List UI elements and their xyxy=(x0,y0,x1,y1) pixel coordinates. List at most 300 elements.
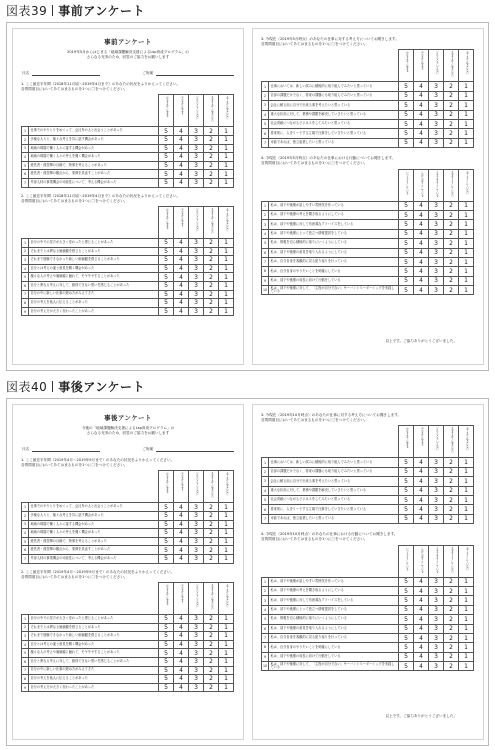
rating-option[interactable]: 1 xyxy=(459,652,474,661)
rating-option[interactable]: 2 xyxy=(444,248,459,257)
rating-option[interactable]: 4 xyxy=(174,299,189,308)
rating-option[interactable]: 3 xyxy=(429,110,444,119)
rating-option[interactable]: 2 xyxy=(444,276,459,285)
rating-option[interactable]: 4 xyxy=(174,281,189,290)
rating-option[interactable]: 4 xyxy=(414,119,429,128)
rating-option[interactable]: 4 xyxy=(174,623,189,632)
dept-field[interactable] xyxy=(142,71,234,76)
rating-option[interactable]: 1 xyxy=(459,138,474,147)
rating-option[interactable]: 5 xyxy=(399,239,414,248)
rating-option[interactable]: 1 xyxy=(219,520,234,529)
rating-option[interactable]: 5 xyxy=(399,577,414,586)
rating-option[interactable]: 5 xyxy=(159,170,174,179)
rating-option[interactable]: 1 xyxy=(219,503,234,512)
rating-option[interactable]: 2 xyxy=(204,537,219,546)
rating-option[interactable]: 4 xyxy=(414,605,429,614)
rating-option[interactable]: 4 xyxy=(174,537,189,546)
rating-option[interactable]: 1 xyxy=(459,514,474,523)
rating-option[interactable]: 4 xyxy=(174,512,189,521)
rating-option[interactable]: 1 xyxy=(219,623,234,632)
rating-option[interactable]: 4 xyxy=(414,477,429,486)
rating-option[interactable]: 3 xyxy=(429,201,444,210)
rating-option[interactable]: 3 xyxy=(429,477,444,486)
rating-option[interactable]: 3 xyxy=(189,537,204,546)
rating-option[interactable]: 4 xyxy=(414,505,429,514)
rating-option[interactable]: 1 xyxy=(459,577,474,586)
rating-option[interactable]: 1 xyxy=(219,153,234,162)
rating-option[interactable]: 2 xyxy=(204,529,219,538)
rating-option[interactable]: 1 xyxy=(459,633,474,642)
rating-option[interactable]: 2 xyxy=(444,239,459,248)
rating-option[interactable]: 5 xyxy=(159,178,174,187)
rating-option[interactable]: 3 xyxy=(429,467,444,476)
rating-option[interactable]: 2 xyxy=(204,247,219,256)
rating-option[interactable]: 1 xyxy=(459,605,474,614)
rating-option[interactable]: 3 xyxy=(429,229,444,238)
rating-option[interactable]: 1 xyxy=(219,554,234,563)
dept-field[interactable] xyxy=(142,447,234,452)
rating-option[interactable]: 5 xyxy=(159,307,174,316)
rating-option[interactable]: 5 xyxy=(399,286,414,295)
rating-option[interactable]: 3 xyxy=(189,264,204,273)
rating-option[interactable]: 2 xyxy=(444,605,459,614)
name-field[interactable] xyxy=(22,447,100,452)
rating-option[interactable]: 5 xyxy=(159,623,174,632)
rating-option[interactable]: 2 xyxy=(204,554,219,563)
rating-option[interactable]: 3 xyxy=(429,643,444,652)
rating-option[interactable]: 3 xyxy=(429,248,444,257)
rating-option[interactable]: 2 xyxy=(444,91,459,100)
rating-option[interactable]: 2 xyxy=(444,652,459,661)
rating-option[interactable]: 2 xyxy=(204,281,219,290)
rating-option[interactable]: 1 xyxy=(459,276,474,285)
rating-option[interactable]: 2 xyxy=(444,467,459,476)
rating-option[interactable]: 1 xyxy=(459,505,474,514)
rating-option[interactable]: 3 xyxy=(429,596,444,605)
rating-option[interactable]: 1 xyxy=(459,624,474,633)
rating-option[interactable]: 3 xyxy=(429,91,444,100)
rating-option[interactable]: 5 xyxy=(399,605,414,614)
rating-option[interactable]: 5 xyxy=(399,276,414,285)
rating-option[interactable]: 5 xyxy=(159,683,174,692)
rating-option[interactable]: 2 xyxy=(204,632,219,641)
rating-option[interactable]: 2 xyxy=(204,614,219,623)
rating-option[interactable]: 3 xyxy=(429,633,444,642)
rating-option[interactable]: 3 xyxy=(429,210,444,219)
rating-option[interactable]: 5 xyxy=(399,477,414,486)
rating-option[interactable]: 2 xyxy=(444,486,459,495)
rating-option[interactable]: 1 xyxy=(459,82,474,91)
rating-option[interactable]: 3 xyxy=(189,546,204,555)
rating-option[interactable]: 5 xyxy=(399,495,414,504)
rating-option[interactable]: 2 xyxy=(444,267,459,276)
rating-option[interactable]: 1 xyxy=(219,136,234,145)
rating-option[interactable]: 2 xyxy=(444,458,459,467)
rating-option[interactable]: 1 xyxy=(459,91,474,100)
rating-option[interactable]: 5 xyxy=(399,633,414,642)
rating-option[interactable]: 2 xyxy=(444,505,459,514)
rating-option[interactable]: 5 xyxy=(399,267,414,276)
rating-option[interactable]: 1 xyxy=(219,170,234,179)
rating-option[interactable]: 1 xyxy=(219,537,234,546)
rating-option[interactable]: 1 xyxy=(459,615,474,624)
rating-option[interactable]: 4 xyxy=(174,161,189,170)
rating-option[interactable]: 3 xyxy=(189,170,204,179)
rating-option[interactable]: 4 xyxy=(414,110,429,119)
rating-option[interactable]: 5 xyxy=(159,247,174,256)
rating-option[interactable]: 2 xyxy=(444,257,459,266)
rating-option[interactable]: 4 xyxy=(414,248,429,257)
rating-option[interactable]: 1 xyxy=(219,632,234,641)
rating-option[interactable]: 4 xyxy=(174,503,189,512)
rating-option[interactable]: 3 xyxy=(189,290,204,299)
rating-option[interactable]: 2 xyxy=(204,161,219,170)
rating-option[interactable]: 4 xyxy=(174,640,189,649)
rating-option[interactable]: 1 xyxy=(459,110,474,119)
rating-option[interactable]: 3 xyxy=(429,82,444,91)
rating-option[interactable]: 4 xyxy=(414,514,429,523)
rating-option[interactable]: 5 xyxy=(399,210,414,219)
rating-option[interactable]: 2 xyxy=(444,119,459,128)
rating-option[interactable]: 4 xyxy=(414,129,429,138)
rating-option[interactable]: 4 xyxy=(174,264,189,273)
rating-option[interactable]: 5 xyxy=(399,652,414,661)
rating-option[interactable]: 1 xyxy=(219,307,234,316)
rating-option[interactable]: 2 xyxy=(444,138,459,147)
rating-option[interactable]: 1 xyxy=(459,662,474,671)
rating-option[interactable]: 1 xyxy=(459,458,474,467)
rating-option[interactable]: 4 xyxy=(174,144,189,153)
rating-option[interactable]: 3 xyxy=(189,281,204,290)
rating-option[interactable]: 4 xyxy=(174,290,189,299)
rating-option[interactable]: 5 xyxy=(399,138,414,147)
rating-option[interactable]: 4 xyxy=(174,666,189,675)
rating-option[interactable]: 5 xyxy=(399,662,414,671)
rating-option[interactable]: 3 xyxy=(189,529,204,538)
rating-option[interactable]: 1 xyxy=(459,101,474,110)
rating-option[interactable]: 5 xyxy=(159,136,174,145)
rating-option[interactable]: 3 xyxy=(189,178,204,187)
rating-option[interactable]: 2 xyxy=(444,514,459,523)
rating-option[interactable]: 4 xyxy=(174,675,189,684)
rating-option[interactable]: 2 xyxy=(444,495,459,504)
rating-option[interactable]: 5 xyxy=(399,486,414,495)
rating-option[interactable]: 4 xyxy=(414,210,429,219)
rating-option[interactable]: 5 xyxy=(399,101,414,110)
rating-option[interactable]: 3 xyxy=(429,276,444,285)
rating-option[interactable]: 1 xyxy=(459,229,474,238)
rating-option[interactable]: 2 xyxy=(444,577,459,586)
rating-option[interactable]: 3 xyxy=(429,458,444,467)
rating-option[interactable]: 3 xyxy=(189,675,204,684)
rating-option[interactable]: 5 xyxy=(159,127,174,136)
rating-option[interactable]: 3 xyxy=(189,614,204,623)
rating-option[interactable]: 2 xyxy=(444,110,459,119)
rating-option[interactable]: 2 xyxy=(204,675,219,684)
rating-option[interactable]: 4 xyxy=(174,247,189,256)
rating-option[interactable]: 3 xyxy=(189,256,204,265)
rating-option[interactable]: 5 xyxy=(159,675,174,684)
rating-option[interactable]: 5 xyxy=(159,529,174,538)
rating-option[interactable]: 4 xyxy=(174,170,189,179)
rating-option[interactable]: 5 xyxy=(159,657,174,666)
rating-option[interactable]: 3 xyxy=(189,136,204,145)
name-field[interactable] xyxy=(22,71,100,76)
rating-option[interactable]: 2 xyxy=(204,273,219,282)
rating-option[interactable]: 3 xyxy=(189,238,204,247)
rating-option[interactable]: 5 xyxy=(159,554,174,563)
rating-option[interactable]: 4 xyxy=(174,520,189,529)
rating-option[interactable]: 5 xyxy=(159,273,174,282)
rating-option[interactable]: 5 xyxy=(159,161,174,170)
rating-option[interactable]: 3 xyxy=(429,586,444,595)
rating-option[interactable]: 5 xyxy=(159,649,174,658)
rating-option[interactable]: 3 xyxy=(189,520,204,529)
rating-option[interactable]: 4 xyxy=(174,683,189,692)
rating-option[interactable]: 1 xyxy=(459,129,474,138)
rating-option[interactable]: 2 xyxy=(444,615,459,624)
rating-option[interactable]: 3 xyxy=(429,138,444,147)
rating-option[interactable]: 2 xyxy=(204,144,219,153)
rating-option[interactable]: 1 xyxy=(459,643,474,652)
rating-option[interactable]: 1 xyxy=(459,257,474,266)
rating-option[interactable]: 4 xyxy=(414,138,429,147)
rating-option[interactable]: 5 xyxy=(159,632,174,641)
rating-option[interactable]: 5 xyxy=(159,512,174,521)
rating-option[interactable]: 1 xyxy=(219,178,234,187)
rating-option[interactable]: 1 xyxy=(459,220,474,229)
rating-option[interactable]: 3 xyxy=(429,239,444,248)
rating-option[interactable]: 1 xyxy=(459,119,474,128)
rating-option[interactable]: 3 xyxy=(429,220,444,229)
rating-option[interactable]: 5 xyxy=(399,514,414,523)
rating-option[interactable]: 2 xyxy=(204,503,219,512)
rating-option[interactable]: 2 xyxy=(444,229,459,238)
rating-option[interactable]: 5 xyxy=(159,264,174,273)
rating-option[interactable]: 5 xyxy=(159,614,174,623)
rating-option[interactable]: 2 xyxy=(444,596,459,605)
rating-option[interactable]: 2 xyxy=(204,238,219,247)
rating-option[interactable]: 4 xyxy=(414,486,429,495)
rating-option[interactable]: 4 xyxy=(414,633,429,642)
rating-option[interactable]: 1 xyxy=(459,586,474,595)
rating-option[interactable]: 5 xyxy=(399,505,414,514)
rating-option[interactable]: 1 xyxy=(219,264,234,273)
rating-option[interactable]: 4 xyxy=(414,257,429,266)
rating-option[interactable]: 3 xyxy=(429,577,444,586)
rating-option[interactable]: 2 xyxy=(444,220,459,229)
rating-option[interactable]: 3 xyxy=(189,307,204,316)
rating-option[interactable]: 3 xyxy=(429,615,444,624)
rating-option[interactable]: 1 xyxy=(219,529,234,538)
rating-option[interactable]: 3 xyxy=(189,623,204,632)
rating-option[interactable]: 5 xyxy=(399,229,414,238)
rating-option[interactable]: 3 xyxy=(189,649,204,658)
rating-option[interactable]: 1 xyxy=(219,657,234,666)
rating-option[interactable]: 3 xyxy=(429,267,444,276)
rating-option[interactable]: 5 xyxy=(399,201,414,210)
rating-option[interactable]: 2 xyxy=(204,178,219,187)
rating-option[interactable]: 1 xyxy=(219,281,234,290)
rating-option[interactable]: 1 xyxy=(459,486,474,495)
rating-option[interactable]: 2 xyxy=(444,662,459,671)
rating-option[interactable]: 2 xyxy=(444,82,459,91)
rating-option[interactable]: 5 xyxy=(399,624,414,633)
rating-option[interactable]: 5 xyxy=(159,281,174,290)
rating-option[interactable]: 2 xyxy=(204,649,219,658)
rating-option[interactable]: 4 xyxy=(414,577,429,586)
rating-option[interactable]: 1 xyxy=(219,273,234,282)
rating-option[interactable]: 4 xyxy=(414,624,429,633)
rating-option[interactable]: 3 xyxy=(189,683,204,692)
rating-option[interactable]: 3 xyxy=(429,486,444,495)
rating-option[interactable]: 2 xyxy=(204,546,219,555)
rating-option[interactable]: 3 xyxy=(429,514,444,523)
rating-option[interactable]: 4 xyxy=(174,546,189,555)
rating-option[interactable]: 5 xyxy=(399,257,414,266)
rating-option[interactable]: 5 xyxy=(399,119,414,128)
rating-option[interactable]: 1 xyxy=(219,649,234,658)
dept-line[interactable] xyxy=(156,448,234,452)
rating-option[interactable]: 4 xyxy=(174,529,189,538)
rating-option[interactable]: 2 xyxy=(204,512,219,521)
rating-option[interactable]: 5 xyxy=(399,596,414,605)
rating-option[interactable]: 1 xyxy=(219,546,234,555)
rating-option[interactable]: 3 xyxy=(429,286,444,295)
rating-option[interactable]: 2 xyxy=(204,264,219,273)
rating-option[interactable]: 2 xyxy=(204,623,219,632)
rating-option[interactable]: 5 xyxy=(159,666,174,675)
rating-option[interactable]: 3 xyxy=(429,624,444,633)
rating-option[interactable]: 5 xyxy=(399,615,414,624)
rating-option[interactable]: 2 xyxy=(444,286,459,295)
rating-option[interactable]: 4 xyxy=(414,458,429,467)
rating-option[interactable]: 5 xyxy=(399,458,414,467)
rating-option[interactable]: 2 xyxy=(204,136,219,145)
rating-option[interactable]: 4 xyxy=(174,657,189,666)
rating-option[interactable]: 4 xyxy=(414,467,429,476)
rating-option[interactable]: 4 xyxy=(414,229,429,238)
rating-option[interactable]: 5 xyxy=(399,129,414,138)
rating-option[interactable]: 4 xyxy=(414,615,429,624)
rating-option[interactable]: 2 xyxy=(444,643,459,652)
rating-option[interactable]: 3 xyxy=(189,503,204,512)
rating-option[interactable]: 4 xyxy=(414,91,429,100)
rating-option[interactable]: 1 xyxy=(219,144,234,153)
rating-option[interactable]: 3 xyxy=(429,505,444,514)
rating-option[interactable]: 2 xyxy=(444,477,459,486)
rating-option[interactable]: 3 xyxy=(189,632,204,641)
rating-option[interactable]: 3 xyxy=(189,640,204,649)
rating-option[interactable]: 2 xyxy=(444,633,459,642)
rating-option[interactable]: 4 xyxy=(414,239,429,248)
rating-option[interactable]: 3 xyxy=(189,153,204,162)
rating-option[interactable]: 5 xyxy=(159,299,174,308)
rating-option[interactable]: 4 xyxy=(414,586,429,595)
rating-option[interactable]: 2 xyxy=(444,201,459,210)
rating-option[interactable]: 2 xyxy=(204,307,219,316)
rating-option[interactable]: 3 xyxy=(429,652,444,661)
rating-option[interactable]: 3 xyxy=(189,512,204,521)
rating-option[interactable]: 4 xyxy=(174,127,189,136)
rating-option[interactable]: 1 xyxy=(459,495,474,504)
rating-option[interactable]: 3 xyxy=(429,495,444,504)
rating-option[interactable]: 2 xyxy=(204,666,219,675)
rating-option[interactable]: 3 xyxy=(189,273,204,282)
rating-option[interactable]: 1 xyxy=(219,640,234,649)
rating-option[interactable]: 5 xyxy=(159,537,174,546)
rating-option[interactable]: 1 xyxy=(459,477,474,486)
rating-option[interactable]: 5 xyxy=(159,144,174,153)
rating-option[interactable]: 1 xyxy=(459,467,474,476)
rating-option[interactable]: 2 xyxy=(444,101,459,110)
name-line[interactable] xyxy=(32,448,100,452)
rating-option[interactable]: 4 xyxy=(174,307,189,316)
rating-option[interactable]: 2 xyxy=(204,520,219,529)
rating-option[interactable]: 5 xyxy=(159,503,174,512)
rating-option[interactable]: 4 xyxy=(414,495,429,504)
rating-option[interactable]: 4 xyxy=(174,554,189,563)
rating-option[interactable]: 3 xyxy=(189,161,204,170)
rating-option[interactable]: 4 xyxy=(414,652,429,661)
rating-option[interactable]: 1 xyxy=(459,267,474,276)
rating-option[interactable]: 5 xyxy=(399,82,414,91)
rating-option[interactable]: 5 xyxy=(159,546,174,555)
rating-option[interactable]: 1 xyxy=(219,256,234,265)
rating-option[interactable]: 5 xyxy=(159,640,174,649)
rating-option[interactable]: 4 xyxy=(174,273,189,282)
rating-option[interactable]: 4 xyxy=(174,649,189,658)
rating-option[interactable]: 2 xyxy=(444,586,459,595)
rating-option[interactable]: 2 xyxy=(204,170,219,179)
rating-option[interactable]: 1 xyxy=(459,596,474,605)
rating-option[interactable]: 4 xyxy=(174,178,189,187)
rating-option[interactable]: 5 xyxy=(399,91,414,100)
rating-option[interactable]: 4 xyxy=(414,662,429,671)
rating-option[interactable]: 4 xyxy=(174,256,189,265)
rating-option[interactable]: 4 xyxy=(414,201,429,210)
rating-option[interactable]: 5 xyxy=(399,643,414,652)
rating-option[interactable]: 3 xyxy=(429,119,444,128)
rating-option[interactable]: 1 xyxy=(459,248,474,257)
rating-option[interactable]: 4 xyxy=(414,101,429,110)
rating-option[interactable]: 1 xyxy=(219,127,234,136)
rating-option[interactable]: 1 xyxy=(459,201,474,210)
rating-option[interactable]: 4 xyxy=(414,286,429,295)
rating-option[interactable]: 5 xyxy=(159,153,174,162)
dept-line[interactable] xyxy=(156,72,234,76)
rating-option[interactable]: 2 xyxy=(204,153,219,162)
rating-option[interactable]: 2 xyxy=(204,657,219,666)
rating-option[interactable]: 4 xyxy=(174,136,189,145)
rating-option[interactable]: 3 xyxy=(189,127,204,136)
name-line[interactable] xyxy=(32,72,100,76)
rating-option[interactable]: 4 xyxy=(174,632,189,641)
rating-option[interactable]: 3 xyxy=(429,257,444,266)
rating-option[interactable]: 4 xyxy=(174,153,189,162)
rating-option[interactable]: 1 xyxy=(219,512,234,521)
rating-option[interactable]: 2 xyxy=(204,127,219,136)
rating-option[interactable]: 1 xyxy=(219,666,234,675)
rating-option[interactable]: 4 xyxy=(174,238,189,247)
rating-option[interactable]: 5 xyxy=(399,467,414,476)
rating-option[interactable]: 5 xyxy=(399,110,414,119)
rating-option[interactable]: 3 xyxy=(429,605,444,614)
rating-option[interactable]: 5 xyxy=(159,520,174,529)
rating-option[interactable]: 4 xyxy=(414,643,429,652)
rating-option[interactable]: 3 xyxy=(189,554,204,563)
rating-option[interactable]: 1 xyxy=(219,614,234,623)
